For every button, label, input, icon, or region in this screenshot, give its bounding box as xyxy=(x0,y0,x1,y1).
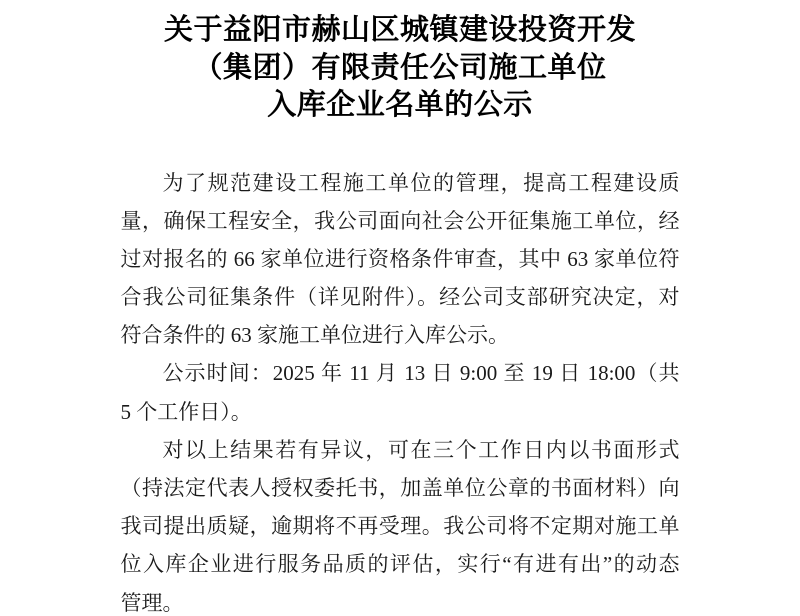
body-line: 合我公司征集条件（详见附件）。经公司支部研究决定，对 xyxy=(120,285,680,310)
body-line: 公示时间：2025 年 11 月 13 日 9:00 至 19 日 18:00（共 xyxy=(162,361,680,386)
body-line: （持法定代表人授权委托书，加盖单位公章的书面材料）向 xyxy=(120,476,680,500)
title-line-3: 入库企业名单的公示 xyxy=(267,89,533,121)
body-line: 量，确保工程安全，我公司面向社会公开征集施工单位，经 xyxy=(120,208,680,233)
body-line: 为了规范建设工程施工单位的管理，提高工程建设质 xyxy=(162,170,680,195)
body-line: 管理。 xyxy=(120,590,184,615)
title-line-1: 关于益阳市赫山区城镇建设投资开发 xyxy=(163,14,636,46)
body-line: 过对报名的 66 家单位进行资格条件审查，其中 63 家单位符 xyxy=(120,246,680,271)
body-line: 位入库企业进行服务品质的评估，实行“有进有出”的动态 xyxy=(120,552,680,577)
body-line: 符合条件的 63 家施工单位进行入库公示。 xyxy=(120,323,509,348)
body-line: 对以上结果若有异议，可在三个工作日内以书面形式 xyxy=(162,437,680,462)
title-line-2: （集团）有限责任公司施工单位 xyxy=(193,51,607,84)
document-content xyxy=(121,12,680,616)
paragraph-intro xyxy=(121,164,680,355)
paragraph-objection xyxy=(121,431,680,616)
body-line: 5 个工作日）。 xyxy=(120,399,252,424)
body-line: 我司提出质疑，逾期将不再受理。我公司将不定期对施工单 xyxy=(120,514,680,539)
paragraph-publicity-period xyxy=(121,354,680,430)
document-title xyxy=(121,12,680,125)
